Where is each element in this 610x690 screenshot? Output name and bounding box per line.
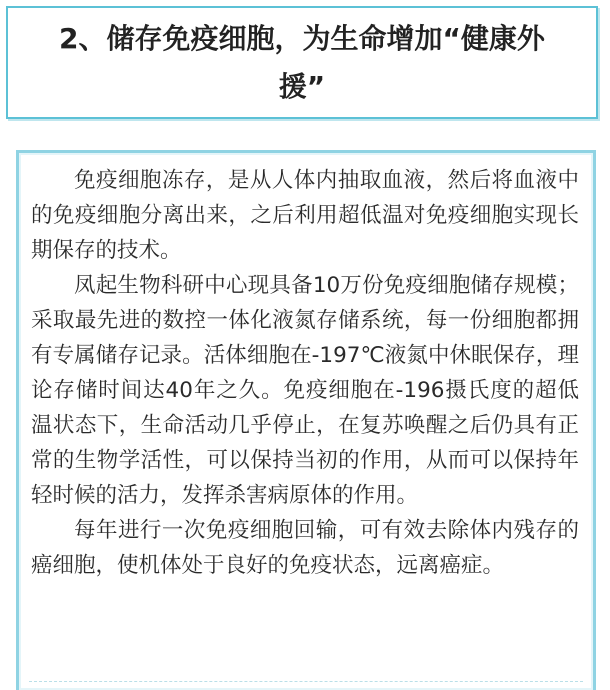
paragraph-intro: 免疫细胞冻存，是从人体内抽取血液，然后将血液中的免疫细胞分离出来，之后利用超低温对免疫细胞实现长期保存的技术。: [31, 168, 579, 263]
paragraph-annual-reinfusion: 每年进行一次免疫细胞回输，可有效去除体内残存的癌细胞，使机体处于良好的免疫状态，远离癌症。: [31, 518, 579, 578]
paragraph-storage-capacity: 凤起生物科研中心现具备10万份免疫细胞储存规模；采取最先进的数控一体化液氮存储系统，每一份细胞都拥有专属储存记录。活体细胞在-197℃液氮中休眠保存，理论存储时间达40年之久。免疫细胞在-196摄氏度的超低温状态下，生命活动几乎停止，在复苏唤醒之后仍具有正常的生物学活性，可以保持当初的作用，从而可以保持年轻时候的活力，发挥杀害病原体的作用。: [31, 273, 579, 508]
section-title: 2、储存免疫细胞，为生命增加“健康外援”: [59, 21, 545, 103]
section-title-box: [6, 6, 598, 119]
article-content-box: [16, 150, 596, 690]
